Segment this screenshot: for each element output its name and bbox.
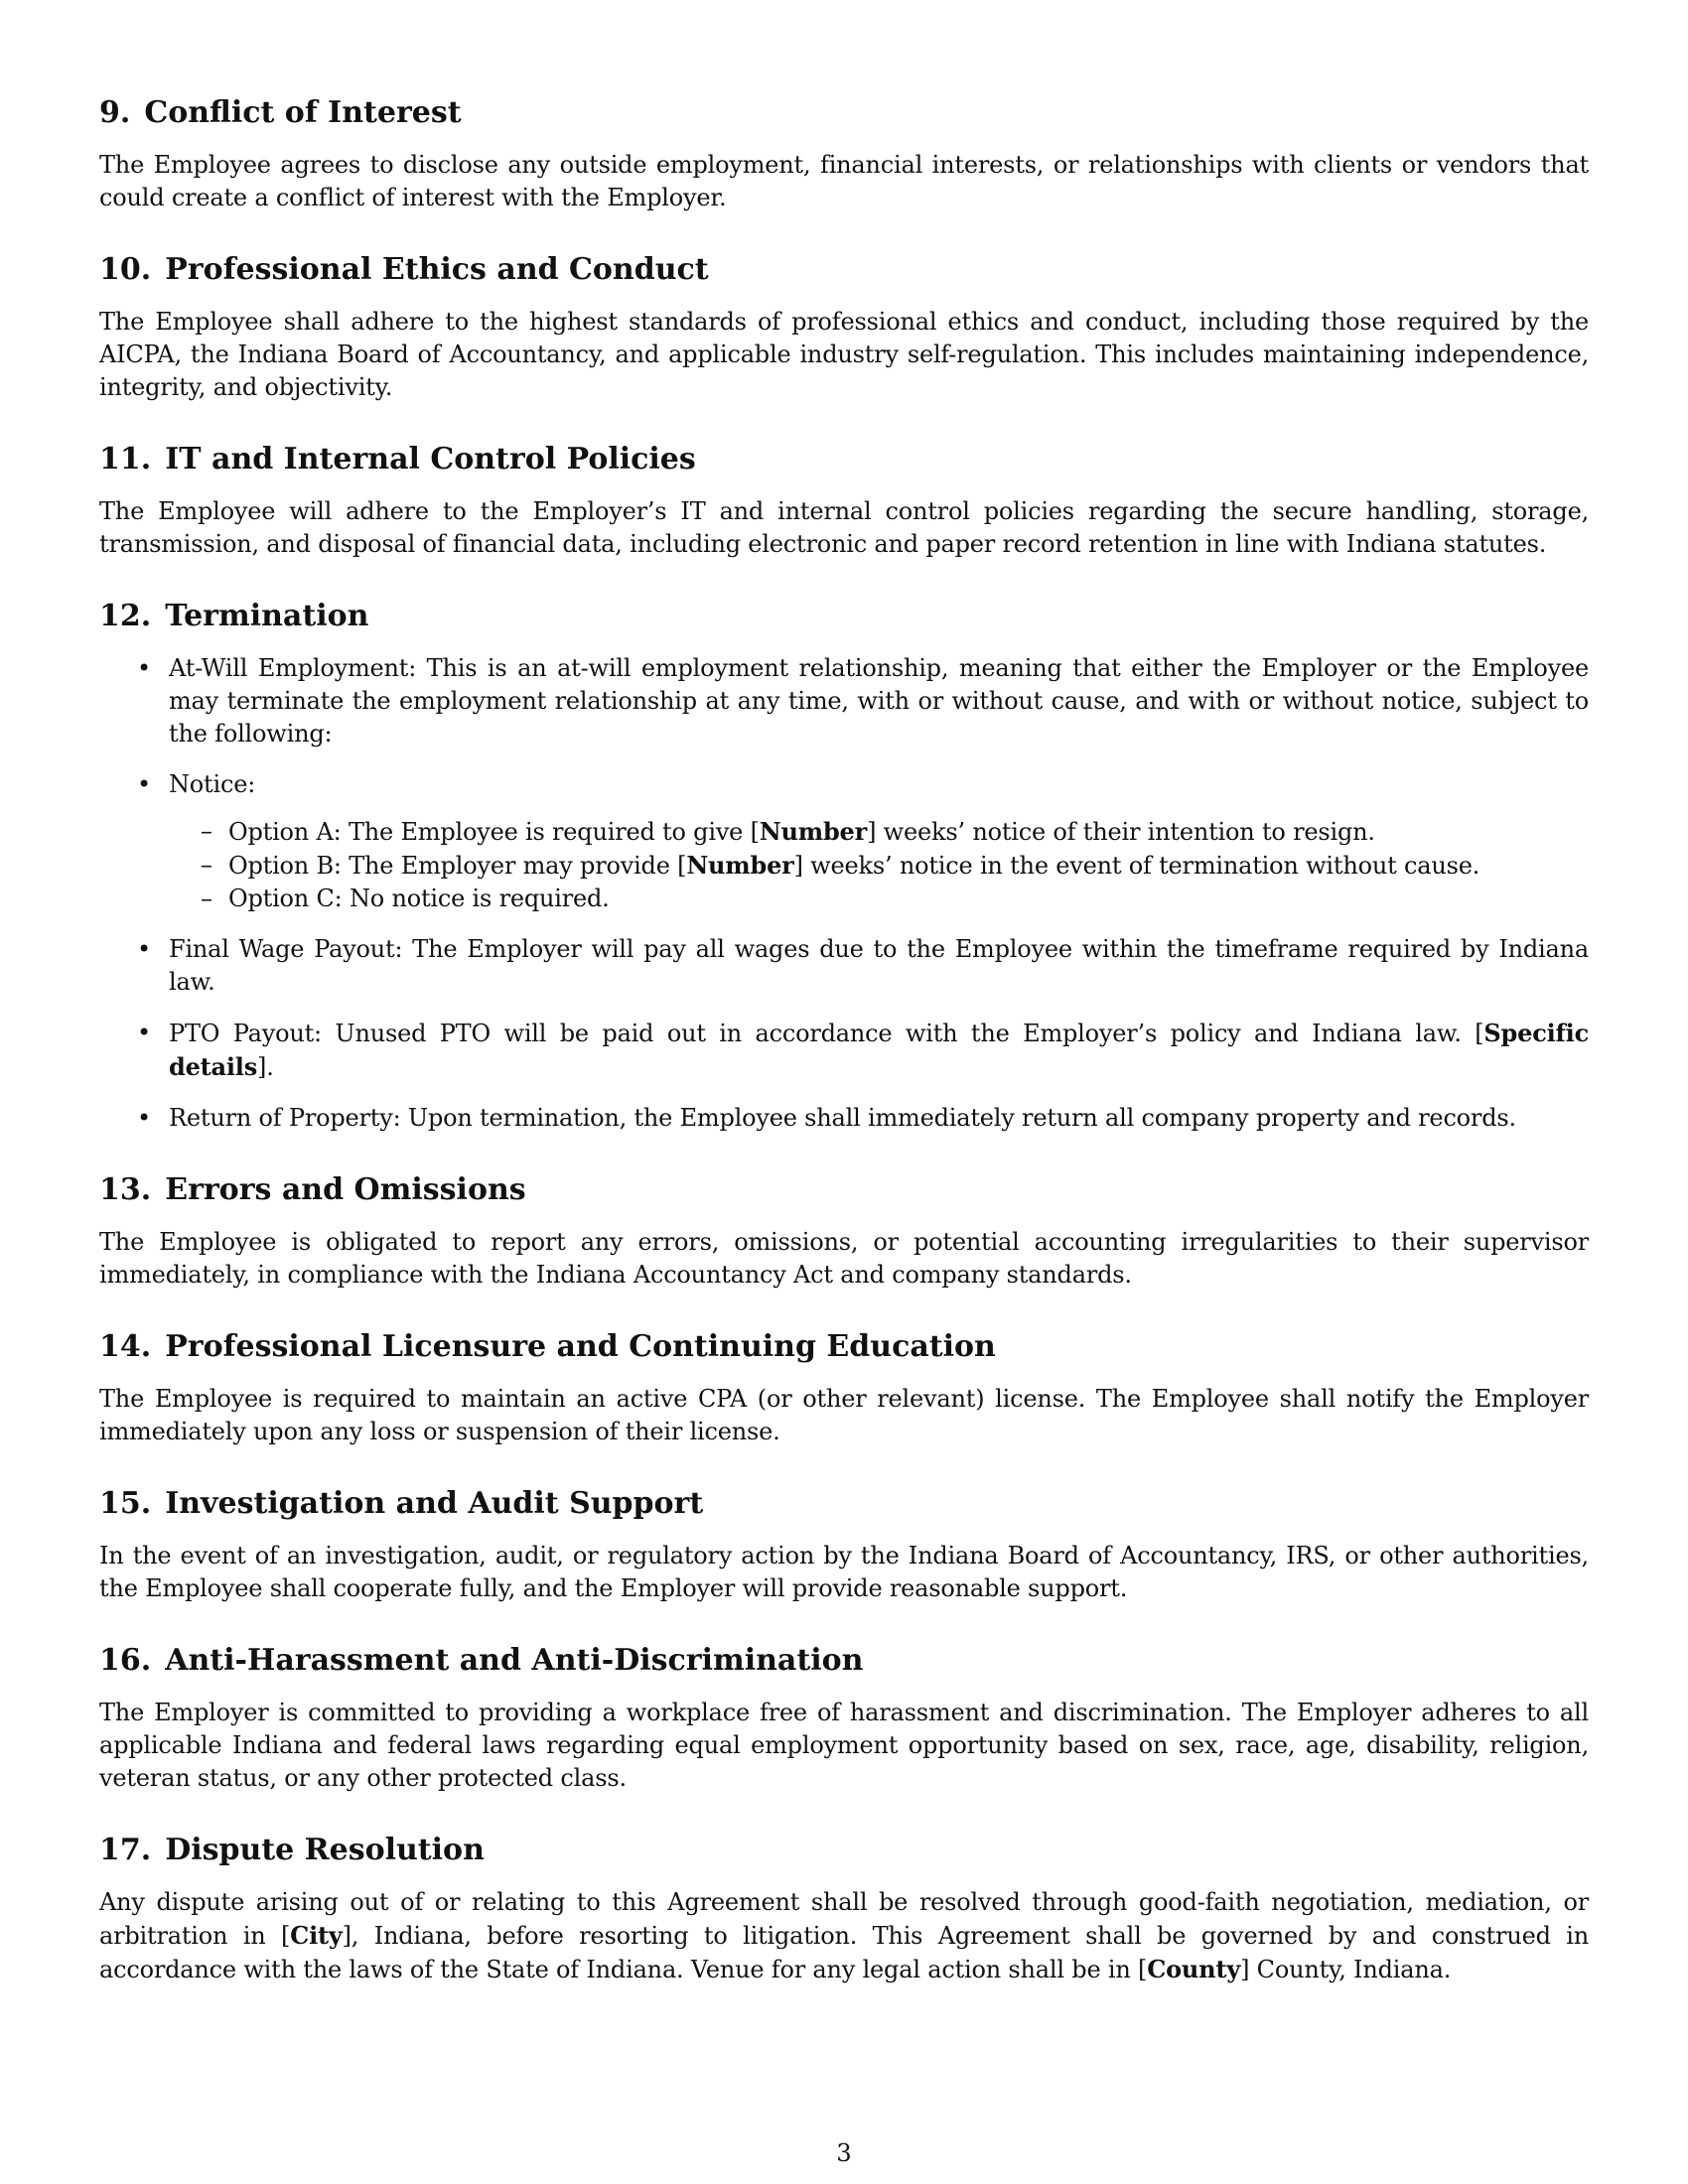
document-page (99, 93, 1589, 2022)
section-professional-ethics (99, 250, 1589, 404)
section-body: The Employee is required to maintain an active CPA (or other relevant) license. The Employee shall notify the Employer immediately upon any loss or suspension of their license. (99, 1385, 1589, 1445)
page-number: 3 (836, 2139, 852, 2167)
list-item-option-b: – Option B: The Employer may provide [Number] weeks’ notice in the event of termination without cause. (169, 849, 1589, 883)
section-heading: 9. Conflict of Interest (99, 95, 462, 130)
section-body: In the event of an investigation, audit, or regulatory action by the Indiana Board of Accountancy, IRS, or other authorities, the Employee shall cooperate fully, and the Employer will provide reasonable support. (99, 1542, 1589, 1602)
section-it-internal-control (99, 440, 1589, 561)
section-heading: 12. Termination (99, 599, 369, 633)
section-conflict-of-interest (99, 93, 1589, 214)
section-body: The Employee is obligated to report any errors, omissions, or potential accounting irregularities to their supervisor immediately, in compliance with the Indiana Accountancy Act and company standards. (99, 1228, 1589, 1289)
section-dispute-resolution (99, 1831, 1589, 1986)
section-heading: 15. Investigation and Audit Support (99, 1486, 704, 1521)
section-errors-omissions (99, 1170, 1589, 1292)
section-body: The Employee agrees to disclose any outside employment, financial interests, or relationships with clients or vendors that could create a conflict of interest with the Employer. (99, 151, 1589, 211)
section-body: The Employee shall adhere to the highest standards of professional ethics and conduct, including those required by the AICPA, the Indiana Board of Accountancy, and applicable industry self-regulation. This includes maintaining independence, integrity, and objectivity. (99, 308, 1589, 401)
list-item-final-wage: • Final Wage Payout: The Employer will pay all wages due to the Employee within the timeframe required by Indiana law. (99, 933, 1589, 999)
section-anti-harassment (99, 1641, 1589, 1795)
section-body: Any dispute arising out of or relating to this Agreement shall be resolved through good-faith negotiation, mediation, or arbitration in [City], Indiana, before resorting to litigation. This Agreement shall be governed by and construed in accordance with the laws of the State of Indiana. Venue for any legal action shall be in [County] County, Indiana. (99, 1888, 1589, 1983)
notice-options-list (169, 815, 1589, 915)
termination-list (99, 652, 1589, 1135)
section-termination (99, 597, 1589, 1135)
section-investigation-audit (99, 1484, 1589, 1605)
section-body: The Employee will adhere to the Employer’s IT and internal control policies regarding the secure handling, storage, transmission, and disposal of financial data, including electronic and paper record retention in line with Indiana statutes. (99, 497, 1589, 558)
section-heading: 14. Professional Licensure and Continuing Education (99, 1329, 996, 1364)
section-heading: 10. Professional Ethics and Conduct (99, 252, 709, 287)
list-item-at-will: • At-Will Employment: This is an at-will employment relationship, meaning that either the Employer or the Employee may terminate the employment relationship at any time, with or without cause, and with or without notice, subject to the following: (99, 652, 1589, 751)
section-heading: 16. Anti-Harassment and Anti-Discrimination (99, 1643, 864, 1678)
list-item-return-property: • Return of Property: Upon termination, the Employee shall immediately return all company property and records. (99, 1102, 1589, 1135)
section-heading: 17. Dispute Resolution (99, 1833, 485, 1867)
section-heading: 13. Errors and Omissions (99, 1172, 526, 1207)
section-heading: 11. IT and Internal Control Policies (99, 442, 696, 477)
list-item-pto-payout: • PTO Payout: Unused PTO will be paid out in accordance with the Employer’s policy and Indiana law. [Specific details]. (99, 1017, 1589, 1084)
list-item-notice: • Notice: – Option A: The Employee is required to give [Number] weeks’ notice of their intention to resign. – Option B: The Employer may provide [Number] weeks’ notice in the event of termination without cause. – Option C: No notice is required. (99, 768, 1589, 915)
section-body: The Employer is committed to providing a workplace free of harassment and discrimination. The Employer adheres to all applicable Indiana and federal laws regarding equal employment opportunity based on sex, race, age, disability, religion, veteran status, or any other protected class. (99, 1699, 1589, 1792)
list-item-option-a: – Option A: The Employee is required to give [Number] weeks’ notice of their intention to resign. (169, 815, 1589, 849)
list-item-option-c: – Option C: No notice is required. (169, 883, 1589, 915)
section-licensure (99, 1327, 1589, 1448)
